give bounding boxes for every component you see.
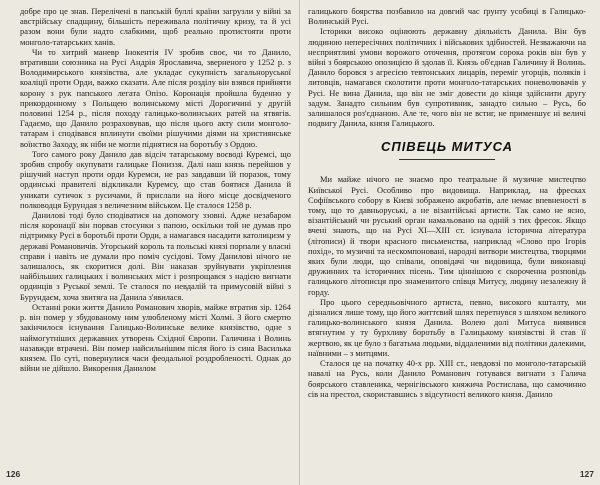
paragraph: Того самого року Данило дав відсіч татарському воєводі Куремсі, що зробив спробу окупувати галицьке Пониззя. Далі наш князь перейшов у рішучий наступ проти орди Куремси, не раз завдавши їй поразок, тому ординські правителі відкликали Куремсу, що став боятися Данила й уникати сутичок з русичами, й прислали на його місце досвідченого полководця Бурундая з величезним військом. Це сталося 1258 р. (20, 148, 291, 210)
right-page-text (308, 6, 586, 399)
paragraph: Ми майже нічого не знаємо про театральне й музичне мистецтво Київської Русі. Особливо про видовища. Наприклад, на фресках Софіївського собору в Києві зображено акробатів, але немає впевненості в тому, що то давньоруські, а не візантійські артисти. Так само не ясно, візантійський чи руський орган намальовано на одній з тих фресок. Якщо вчені знають, що на Русі ХІ—ХІІІ ст. існувала історична література (літописи) й твори красного письменства, наприклад «Слово про Ігорів похід», то музичні та нескомпоновані, народні витвори мистецтва, творцями яких були люди, що співали, оповідачі чи видовища, були виконавці дружинних та історичних пісень. Тим ціннішою є скороченна розповідь галицького літописця про знаменитого співця Митусу, людину незалежну й горду. (308, 174, 586, 297)
paragraph: галицького боярства позбавило на довгий час ґрунту усобиці в Галицько-Волинській Русі. (308, 6, 586, 27)
paragraph: добре про це знав. Переліченi в папській буллі країни загрузли у війні за австрійську спадщину, більшість переживала політичну кризу, та й усі разом вони були надто слабкими, щоб реально протистояти проти монголо-татарських ханів. (20, 6, 291, 47)
section-heading (308, 138, 586, 160)
paragraph: Історики високо оцінюють державну діяльність Данила. Він був людиною непересічних політичних і військових здібностей. Незважаючи на несприятливі умови ворожого оточення, протягом сорока років він був у війні з боярською опозицією й здолав її. Князь об'єднав Галичину й Волинь. Данило боровся з агресією тевтонських лицарів, переміг угорців, поляків і литовців, намагався сколотити проти монголо-татарських поневолювачів у Русі. Не вина Данила, що він не зміг довести до кінця здійснити другу задум. Занадто сильним був супротивник, занадто сильно – Русь, бо залишалося роз'єднаною. Але те, чого він не встиг, не применшує ні величі подвигу Данила, князя Галицького. (308, 26, 586, 129)
section-title: СПІВЕЦЬ МИТУСА (380, 139, 514, 155)
paragraph: Про цього середньовічного артиста, певно, високого кшталту, ми дізналися лише тому, що його життєвий шлях перетнувся з шляхом великого галицько-волинського князя Данила. Волею долі Митуса виявився втягнутим у ту бурхливу боротьбу в Галицькому князівстві й став її жертвою, як це було з багатьма людьми, віддаленими від політики далекими, наївними – з митцями. (308, 296, 586, 358)
page-number: 127 (579, 469, 594, 479)
left-page-text (20, 6, 291, 373)
right-page (300, 0, 600, 485)
paragraph: Чи то хитрий маневр Інокентія IV зробив своє, чи то Данило, втративши союзника на Русі Андрія Ярославича, зверненого у 1252 р. з Володимирського князівства, але укладає сукупність загальноруської коаліції проти Орди, важко сказати. Але після розділу він взявся прийняти корону з рук папського легата Опізо. Коронація пройшла буденно у прикордонному з Польщею волинському місті Дорогичині у другій половині 1254 р., після походу галицько-волинських ратей на ятвягів. Гадаємо, що Данило розраховував, що після цього акту сили монголо-татарам і сподівався вплинути своїми рішучими діями на християнське воїнство Заходу, як ніби не могли піднятися на боротьбу з Ордою. (20, 46, 291, 149)
paragraph: Сталося це на початку 40-х рр. ХІІІ ст., невдовзі по монголо-татарській навалі на Русь, коли Данило Романович готувався вигнати з Галича боярського ставленика, чернігівського княжича Ростислава, що самочинно сів на престол, скориставшись з відсутності великого князя. Данило (308, 358, 586, 399)
heading-underline (399, 159, 495, 160)
page-number: 126 (6, 469, 21, 479)
paragraph: Останні роки життя Данило Романович хворів, майже втратив зір. 1264 р. він помер у збудованому ним улюбленому місті Холмі. З його смертю закінчилося існування Галицько-Волинське велике князівство, одне з наймогутніших державних утворень Східної Європи. Галичина і Волинь назавжди втрачені. Він помер найсильнішим після його із сина Василька князем. По суті, повернулися часи феодальної роздробленості. Однак до війни не дійшло. Викорення Данилом (20, 301, 291, 374)
paragraph: Данилові тоді було сподіватися на допомогу ззовні. Адже незабаром після коронації він порвав стосунки з папою, оскільки той не думав про підтримку Русі в боротьбі проти Орди, а намагався насадити католицизм у державі Романовичів. Угорський король та польські князі порпали у власні справи і навіть не думали про поміч сусідові. Тому Данилові нічого не залишалось, як скоритися долі. Він наказав зруйнувати укріплення найбільших галицьких і волинських міст і розпрощався з надією вигнати ординців з Руської землі. Те сталося по невдалій та примусовій війні з Бурундаєм, хоча звитяга на Данила з'явилася. (20, 210, 291, 302)
